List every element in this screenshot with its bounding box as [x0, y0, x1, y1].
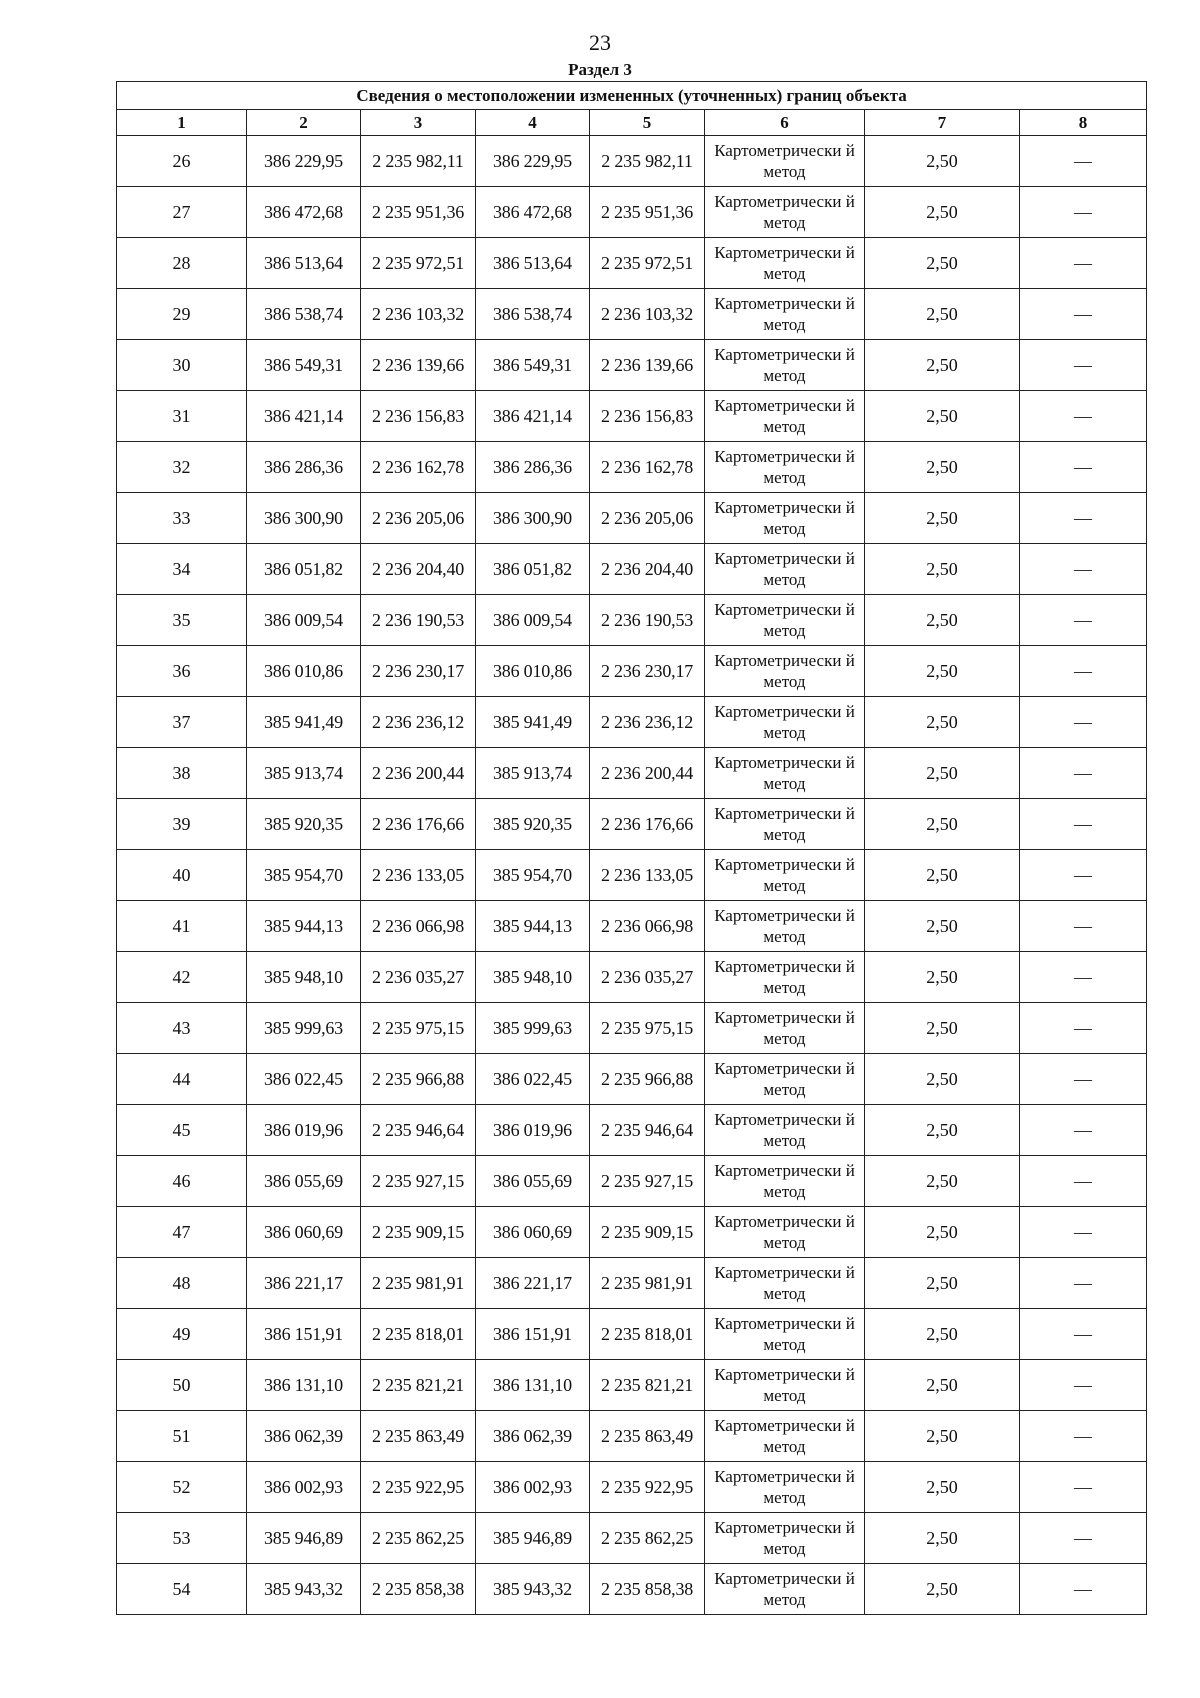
- table-row: [117, 136, 1147, 187]
- cell-y-existing: 2 236 139,66: [361, 340, 476, 391]
- cell-x-refined: 386 221,17: [476, 1258, 590, 1309]
- cell-x-existing: 386 549,31: [247, 340, 361, 391]
- cell-y-existing: 2 236 200,44: [361, 748, 476, 799]
- cell-method: Картометрически й метод: [705, 595, 865, 646]
- cell-accuracy: 2,50: [865, 340, 1020, 391]
- table-row: [117, 595, 1147, 646]
- cell-description: —: [1020, 1207, 1147, 1258]
- cell-y-existing: 2 236 204,40: [361, 544, 476, 595]
- cell-x-existing: 386 472,68: [247, 187, 361, 238]
- cell-point-number: 32: [117, 442, 247, 493]
- cell-y-existing: 2 236 066,98: [361, 901, 476, 952]
- cell-point-number: 45: [117, 1105, 247, 1156]
- column-number-7: 7: [865, 110, 1020, 136]
- cell-description: —: [1020, 748, 1147, 799]
- table-caption: Сведения о местоположении измененных (уточненных) границ объекта: [117, 82, 1147, 110]
- table-row: [117, 493, 1147, 544]
- cell-y-refined: 2 235 946,64: [590, 1105, 705, 1156]
- cell-accuracy: 2,50: [865, 850, 1020, 901]
- cell-x-existing: 385 943,32: [247, 1564, 361, 1615]
- cell-accuracy: 2,50: [865, 238, 1020, 289]
- cell-method: Картометрически й метод: [705, 901, 865, 952]
- cell-description: —: [1020, 1411, 1147, 1462]
- cell-y-refined: 2 235 966,88: [590, 1054, 705, 1105]
- cell-point-number: 50: [117, 1360, 247, 1411]
- cell-x-existing: 386 062,39: [247, 1411, 361, 1462]
- cell-x-existing: 386 229,95: [247, 136, 361, 187]
- cell-description: —: [1020, 595, 1147, 646]
- column-number-2: 2: [247, 110, 361, 136]
- cell-y-existing: 2 235 818,01: [361, 1309, 476, 1360]
- cell-point-number: 47: [117, 1207, 247, 1258]
- cell-y-existing: 2 235 972,51: [361, 238, 476, 289]
- cell-y-existing: 2 236 230,17: [361, 646, 476, 697]
- cell-x-existing: 386 010,86: [247, 646, 361, 697]
- cell-y-existing: 2 236 133,05: [361, 850, 476, 901]
- cell-x-existing: 386 421,14: [247, 391, 361, 442]
- cell-x-refined: 385 943,32: [476, 1564, 590, 1615]
- cell-accuracy: 2,50: [865, 391, 1020, 442]
- cell-method: Картометрически й метод: [705, 748, 865, 799]
- cell-x-refined: 386 538,74: [476, 289, 590, 340]
- cell-point-number: 42: [117, 952, 247, 1003]
- cell-description: —: [1020, 1564, 1147, 1615]
- cell-y-refined: 2 235 862,25: [590, 1513, 705, 1564]
- cell-x-refined: 386 131,10: [476, 1360, 590, 1411]
- cell-y-refined: 2 235 863,49: [590, 1411, 705, 1462]
- cell-accuracy: 2,50: [865, 1462, 1020, 1513]
- cell-method: Картометрически й метод: [705, 340, 865, 391]
- cell-x-existing: 385 913,74: [247, 748, 361, 799]
- column-number-6: 6: [705, 110, 865, 136]
- cell-description: —: [1020, 238, 1147, 289]
- cell-accuracy: 2,50: [865, 748, 1020, 799]
- cell-x-existing: 386 009,54: [247, 595, 361, 646]
- cell-description: —: [1020, 1309, 1147, 1360]
- cell-point-number: 29: [117, 289, 247, 340]
- cell-x-existing: 385 944,13: [247, 901, 361, 952]
- cell-accuracy: 2,50: [865, 493, 1020, 544]
- cell-x-existing: 386 019,96: [247, 1105, 361, 1156]
- cell-y-refined: 2 236 205,06: [590, 493, 705, 544]
- cell-method: Картометрически й метод: [705, 799, 865, 850]
- cell-x-existing: 385 954,70: [247, 850, 361, 901]
- cell-y-refined: 2 235 909,15: [590, 1207, 705, 1258]
- cell-y-refined: 2 236 230,17: [590, 646, 705, 697]
- cell-description: —: [1020, 952, 1147, 1003]
- cell-method: Картометрически й метод: [705, 1003, 865, 1054]
- cell-x-refined: 385 920,35: [476, 799, 590, 850]
- cell-description: —: [1020, 391, 1147, 442]
- cell-method: Картометрически й метод: [705, 1054, 865, 1105]
- cell-x-refined: 386 549,31: [476, 340, 590, 391]
- cell-x-existing: 386 055,69: [247, 1156, 361, 1207]
- cell-y-existing: 2 235 909,15: [361, 1207, 476, 1258]
- cell-x-refined: 386 055,69: [476, 1156, 590, 1207]
- cell-y-refined: 2 236 190,53: [590, 595, 705, 646]
- cell-x-refined: 386 060,69: [476, 1207, 590, 1258]
- cell-accuracy: 2,50: [865, 187, 1020, 238]
- cell-x-existing: 385 946,89: [247, 1513, 361, 1564]
- cell-description: —: [1020, 544, 1147, 595]
- cell-accuracy: 2,50: [865, 1360, 1020, 1411]
- cell-accuracy: 2,50: [865, 799, 1020, 850]
- cell-description: —: [1020, 340, 1147, 391]
- table-row: [117, 799, 1147, 850]
- cell-y-refined: 2 236 103,32: [590, 289, 705, 340]
- cell-method: Картометрически й метод: [705, 187, 865, 238]
- cell-x-refined: 386 002,93: [476, 1462, 590, 1513]
- cell-method: Картометрически й метод: [705, 1309, 865, 1360]
- cell-description: —: [1020, 1156, 1147, 1207]
- cell-description: —: [1020, 1513, 1147, 1564]
- cell-accuracy: 2,50: [865, 1411, 1020, 1462]
- cell-y-refined: 2 235 982,11: [590, 136, 705, 187]
- cell-accuracy: 2,50: [865, 1564, 1020, 1615]
- table-row: [117, 1156, 1147, 1207]
- table-row: [117, 1207, 1147, 1258]
- cell-y-refined: 2 235 981,91: [590, 1258, 705, 1309]
- boundary-coordinates-table: [116, 81, 1147, 1615]
- table-row: [117, 1411, 1147, 1462]
- table-row: [117, 697, 1147, 748]
- cell-description: —: [1020, 1360, 1147, 1411]
- table-row: [117, 901, 1147, 952]
- cell-method: Картометрически й метод: [705, 697, 865, 748]
- section-title: Раздел 3: [568, 60, 632, 79]
- cell-x-existing: 386 051,82: [247, 544, 361, 595]
- cell-x-existing: 385 920,35: [247, 799, 361, 850]
- cell-point-number: 51: [117, 1411, 247, 1462]
- cell-x-refined: 385 954,70: [476, 850, 590, 901]
- cell-x-refined: 385 941,49: [476, 697, 590, 748]
- cell-x-existing: 386 300,90: [247, 493, 361, 544]
- cell-method: Картометрически й метод: [705, 1360, 865, 1411]
- cell-y-existing: 2 235 821,21: [361, 1360, 476, 1411]
- cell-accuracy: 2,50: [865, 442, 1020, 493]
- table-row: [117, 1054, 1147, 1105]
- table-row: [117, 1513, 1147, 1564]
- cell-x-refined: 386 051,82: [476, 544, 590, 595]
- table-row: [117, 238, 1147, 289]
- cell-accuracy: 2,50: [865, 136, 1020, 187]
- cell-accuracy: 2,50: [865, 595, 1020, 646]
- cell-accuracy: 2,50: [865, 1003, 1020, 1054]
- cell-accuracy: 2,50: [865, 1156, 1020, 1207]
- cell-description: —: [1020, 850, 1147, 901]
- cell-y-existing: 2 235 863,49: [361, 1411, 476, 1462]
- cell-method: Картометрически й метод: [705, 1156, 865, 1207]
- cell-x-existing: 386 513,64: [247, 238, 361, 289]
- cell-y-refined: 2 235 951,36: [590, 187, 705, 238]
- cell-point-number: 31: [117, 391, 247, 442]
- cell-accuracy: 2,50: [865, 1513, 1020, 1564]
- cell-y-existing: 2 235 922,95: [361, 1462, 476, 1513]
- cell-description: —: [1020, 187, 1147, 238]
- cell-method: Картометрически й метод: [705, 1564, 865, 1615]
- column-number-8: 8: [1020, 110, 1147, 136]
- cell-x-refined: 385 946,89: [476, 1513, 590, 1564]
- cell-x-existing: 386 131,10: [247, 1360, 361, 1411]
- cell-y-refined: 2 236 176,66: [590, 799, 705, 850]
- cell-point-number: 41: [117, 901, 247, 952]
- cell-point-number: 26: [117, 136, 247, 187]
- cell-accuracy: 2,50: [865, 952, 1020, 1003]
- cell-x-refined: 386 010,86: [476, 646, 590, 697]
- table-row: [117, 1309, 1147, 1360]
- table-row: [117, 340, 1147, 391]
- cell-point-number: 44: [117, 1054, 247, 1105]
- cell-accuracy: 2,50: [865, 1054, 1020, 1105]
- cell-y-refined: 2 235 818,01: [590, 1309, 705, 1360]
- table-row: [117, 1258, 1147, 1309]
- cell-y-existing: 2 236 156,83: [361, 391, 476, 442]
- table-row: [117, 289, 1147, 340]
- cell-method: Картометрически й метод: [705, 493, 865, 544]
- column-number-5: 5: [590, 110, 705, 136]
- cell-x-refined: 386 300,90: [476, 493, 590, 544]
- cell-point-number: 27: [117, 187, 247, 238]
- cell-point-number: 28: [117, 238, 247, 289]
- cell-point-number: 33: [117, 493, 247, 544]
- cell-y-refined: 2 235 922,95: [590, 1462, 705, 1513]
- table-row: [117, 850, 1147, 901]
- cell-x-refined: 386 286,36: [476, 442, 590, 493]
- cell-point-number: 43: [117, 1003, 247, 1054]
- cell-y-refined: 2 235 927,15: [590, 1156, 705, 1207]
- cell-y-existing: 2 236 236,12: [361, 697, 476, 748]
- cell-description: —: [1020, 1054, 1147, 1105]
- cell-description: —: [1020, 289, 1147, 340]
- table-row: [117, 1105, 1147, 1156]
- table-caption-row: [117, 82, 1147, 110]
- cell-point-number: 48: [117, 1258, 247, 1309]
- cell-x-refined: 386 022,45: [476, 1054, 590, 1105]
- cell-point-number: 36: [117, 646, 247, 697]
- cell-point-number: 37: [117, 697, 247, 748]
- cell-y-existing: 2 236 103,32: [361, 289, 476, 340]
- cell-description: —: [1020, 1258, 1147, 1309]
- cell-point-number: 46: [117, 1156, 247, 1207]
- cell-accuracy: 2,50: [865, 289, 1020, 340]
- table-row: [117, 544, 1147, 595]
- cell-y-existing: 2 236 176,66: [361, 799, 476, 850]
- cell-y-existing: 2 235 862,25: [361, 1513, 476, 1564]
- cell-method: Картометрически й метод: [705, 238, 865, 289]
- cell-y-existing: 2 235 975,15: [361, 1003, 476, 1054]
- cell-x-existing: 386 151,91: [247, 1309, 361, 1360]
- cell-accuracy: 2,50: [865, 544, 1020, 595]
- cell-method: Картометрически й метод: [705, 136, 865, 187]
- table-row: [117, 646, 1147, 697]
- cell-x-refined: 386 019,96: [476, 1105, 590, 1156]
- column-number-4: 4: [476, 110, 590, 136]
- cell-description: —: [1020, 1003, 1147, 1054]
- cell-point-number: 38: [117, 748, 247, 799]
- cell-description: —: [1020, 1105, 1147, 1156]
- cell-point-number: 35: [117, 595, 247, 646]
- cell-method: Картометрически й метод: [705, 1462, 865, 1513]
- table-row: [117, 1564, 1147, 1615]
- cell-y-refined: 2 236 139,66: [590, 340, 705, 391]
- cell-method: Картометрически й метод: [705, 1207, 865, 1258]
- cell-x-existing: 386 060,69: [247, 1207, 361, 1258]
- cell-y-existing: 2 236 190,53: [361, 595, 476, 646]
- cell-accuracy: 2,50: [865, 1258, 1020, 1309]
- cell-method: Картометрически й метод: [705, 1105, 865, 1156]
- cell-accuracy: 2,50: [865, 1105, 1020, 1156]
- cell-y-refined: 2 236 200,44: [590, 748, 705, 799]
- table-row: [117, 748, 1147, 799]
- cell-x-refined: 386 513,64: [476, 238, 590, 289]
- cell-point-number: 34: [117, 544, 247, 595]
- cell-y-refined: 2 236 133,05: [590, 850, 705, 901]
- cell-description: —: [1020, 901, 1147, 952]
- cell-x-existing: 386 022,45: [247, 1054, 361, 1105]
- table-row: [117, 1003, 1147, 1054]
- cell-accuracy: 2,50: [865, 697, 1020, 748]
- cell-accuracy: 2,50: [865, 646, 1020, 697]
- cell-x-existing: 385 941,49: [247, 697, 361, 748]
- cell-x-refined: 385 999,63: [476, 1003, 590, 1054]
- cell-method: Картометрически й метод: [705, 646, 865, 697]
- cell-accuracy: 2,50: [865, 901, 1020, 952]
- cell-description: —: [1020, 646, 1147, 697]
- cell-x-existing: 386 002,93: [247, 1462, 361, 1513]
- cell-y-refined: 2 236 204,40: [590, 544, 705, 595]
- table-row: [117, 391, 1147, 442]
- cell-y-refined: 2 236 162,78: [590, 442, 705, 493]
- cell-y-existing: 2 235 927,15: [361, 1156, 476, 1207]
- column-number-3: 3: [361, 110, 476, 136]
- cell-y-refined: 2 236 156,83: [590, 391, 705, 442]
- cell-method: Картометрически й метод: [705, 850, 865, 901]
- cell-y-existing: 2 235 966,88: [361, 1054, 476, 1105]
- cell-point-number: 40: [117, 850, 247, 901]
- cell-y-refined: 2 236 035,27: [590, 952, 705, 1003]
- cell-y-existing: 2 236 035,27: [361, 952, 476, 1003]
- cell-point-number: 54: [117, 1564, 247, 1615]
- cell-y-existing: 2 235 858,38: [361, 1564, 476, 1615]
- cell-method: Картометрически й метод: [705, 1258, 865, 1309]
- cell-x-existing: 386 286,36: [247, 442, 361, 493]
- cell-method: Картометрически й метод: [705, 1411, 865, 1462]
- cell-x-refined: 385 948,10: [476, 952, 590, 1003]
- cell-y-refined: 2 236 236,12: [590, 697, 705, 748]
- cell-x-existing: 386 538,74: [247, 289, 361, 340]
- cell-method: Картометрически й метод: [705, 442, 865, 493]
- cell-point-number: 49: [117, 1309, 247, 1360]
- cell-y-existing: 2 236 205,06: [361, 493, 476, 544]
- column-number-1: 1: [117, 110, 247, 136]
- cell-x-existing: 385 999,63: [247, 1003, 361, 1054]
- cell-description: —: [1020, 493, 1147, 544]
- cell-x-refined: 386 062,39: [476, 1411, 590, 1462]
- table-row: [117, 952, 1147, 1003]
- cell-y-existing: 2 235 982,11: [361, 136, 476, 187]
- cell-y-refined: 2 235 975,15: [590, 1003, 705, 1054]
- cell-y-refined: 2 235 821,21: [590, 1360, 705, 1411]
- column-number-row: [117, 110, 1147, 136]
- cell-method: Картометрически й метод: [705, 952, 865, 1003]
- page-number: 23: [589, 30, 611, 55]
- table-row: [117, 1462, 1147, 1513]
- cell-x-refined: 386 421,14: [476, 391, 590, 442]
- cell-description: —: [1020, 697, 1147, 748]
- cell-description: —: [1020, 799, 1147, 850]
- cell-x-refined: 386 472,68: [476, 187, 590, 238]
- cell-x-existing: 385 948,10: [247, 952, 361, 1003]
- cell-y-refined: 2 236 066,98: [590, 901, 705, 952]
- cell-method: Картометрически й метод: [705, 544, 865, 595]
- cell-accuracy: 2,50: [865, 1309, 1020, 1360]
- cell-x-refined: 385 944,13: [476, 901, 590, 952]
- cell-x-refined: 386 229,95: [476, 136, 590, 187]
- cell-y-refined: 2 235 972,51: [590, 238, 705, 289]
- cell-y-existing: 2 236 162,78: [361, 442, 476, 493]
- table-row: [117, 1360, 1147, 1411]
- cell-y-existing: 2 235 946,64: [361, 1105, 476, 1156]
- cell-y-refined: 2 235 858,38: [590, 1564, 705, 1615]
- cell-description: —: [1020, 442, 1147, 493]
- cell-x-refined: 385 913,74: [476, 748, 590, 799]
- table-row: [117, 442, 1147, 493]
- cell-method: Картометрически й метод: [705, 391, 865, 442]
- cell-point-number: 39: [117, 799, 247, 850]
- cell-point-number: 53: [117, 1513, 247, 1564]
- cell-description: —: [1020, 136, 1147, 187]
- table-row: [117, 187, 1147, 238]
- cell-point-number: 30: [117, 340, 247, 391]
- cell-method: Картометрически й метод: [705, 289, 865, 340]
- cell-x-refined: 386 009,54: [476, 595, 590, 646]
- cell-y-existing: 2 235 951,36: [361, 187, 476, 238]
- cell-accuracy: 2,50: [865, 1207, 1020, 1258]
- cell-y-existing: 2 235 981,91: [361, 1258, 476, 1309]
- cell-method: Картометрически й метод: [705, 1513, 865, 1564]
- cell-description: —: [1020, 1462, 1147, 1513]
- cell-x-existing: 386 221,17: [247, 1258, 361, 1309]
- cell-point-number: 52: [117, 1462, 247, 1513]
- cell-x-refined: 386 151,91: [476, 1309, 590, 1360]
